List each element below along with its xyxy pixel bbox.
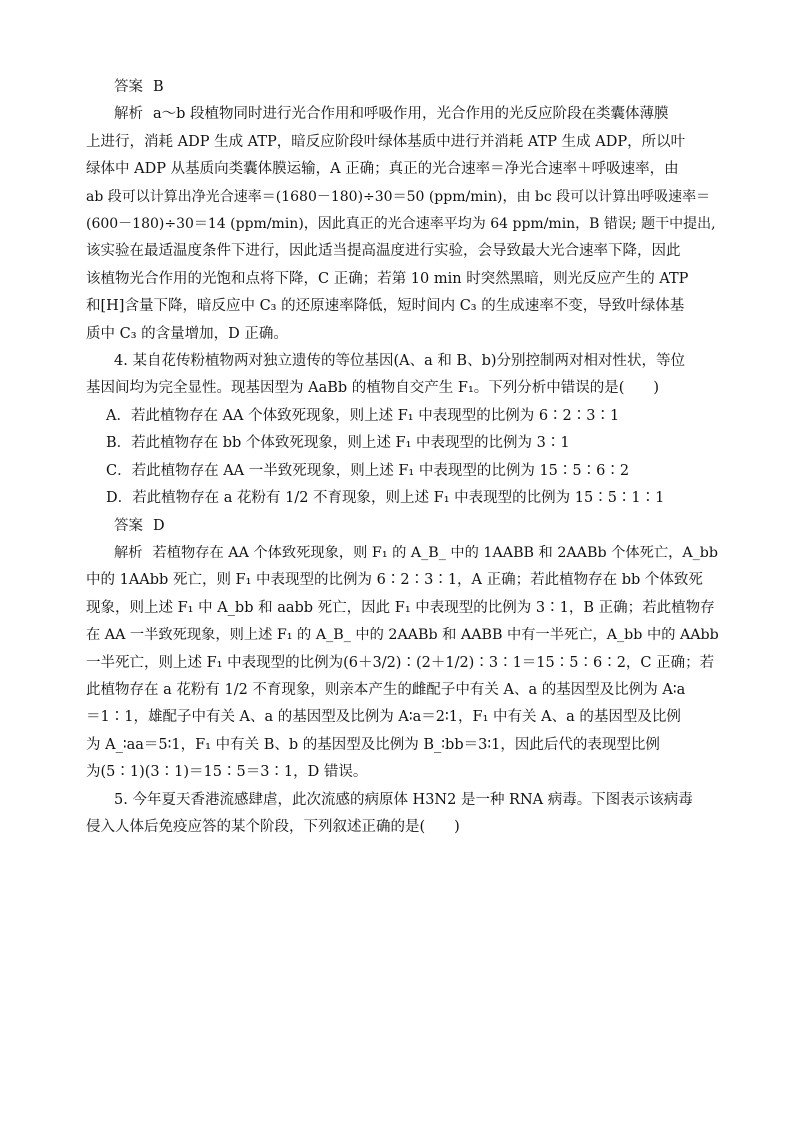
q4-stem-line-1: 基因间均为完全显性。现基因型为 AaBb 的植物自交产生 F₁。下列分析中错误的是( ) xyxy=(86,380,660,397)
answer-label: 答案 xyxy=(114,79,143,95)
q5-stem-line-1: 侵入人体后免疫应答的某个阶段，下列叙述正确的是( ) xyxy=(86,818,460,835)
q4-option-a: A．若此植物存在 AA 个体致死现象，则上述 F₁ 中表现型的比例为 6∶2∶3∶1 xyxy=(106,407,620,424)
q3-analysis-line-4: (600－180)÷30＝14 (ppm/min)，因此真正的光合速率平均为 64 ppm/min，B 错误; 题干中提出, xyxy=(86,216,716,233)
q4-analysis-line-7: 为 A_∶aa＝5∶1，F₁ 中有关 B、b 的基因型及比例为 B_∶bb＝3∶1，因此后代的表现型比例 xyxy=(86,736,660,753)
answer-value: D xyxy=(153,517,165,534)
q4-analysis-line-5: 此植物存在 a 花粉有 1/2 不育现象，则亲本产生的雌配子中有关 A、a 的基因型及比例为 A∶a xyxy=(86,681,686,698)
q4-analysis-line-0: 解析 若植物存在 AA 个体致死现象，则 F₁ 的 A_B_ 中的 1AABB 和 2AABb 个体死亡，A_bb xyxy=(114,544,719,561)
q4-analysis-line-2: 现象，则上述 F₁ 中 A_bb 和 aabb 死亡，因此 F₁ 中表现型的比例为 3∶1，B 正确；若此植物存 xyxy=(86,599,715,616)
q4-analysis-line-1: 中的 1AAbb 死亡，则 F₁ 中表现型的比例为 6∶2∶3∶1，A 正确；若此植物存在 bb 个体致死 xyxy=(86,572,703,589)
q4-analysis-line-6: ＝1∶1，雄配子中有关 A、a 的基因型及比例为 A∶a＝2∶1，F₁ 中有关 A、a 的基因型及比例 xyxy=(86,709,681,726)
analysis-label: 解析 xyxy=(114,544,143,561)
q3-analysis-line-2: 绿体中 ADP 从基质向类囊体膜运输，A 正确；真正的光合速率＝净光合速率＋呼吸速率，由 xyxy=(86,161,679,178)
document-body xyxy=(86,74,720,841)
q3-analysis-line-8: 质中 C₃ 的含量增加，D 正确。 xyxy=(86,325,288,342)
q3-analysis-line-6: 该植物光合作用的光饱和点将下降，C 正确；若第 10 min 时突然黑暗，则光反应产生的 ATP xyxy=(86,270,689,287)
analysis-label: 解析 xyxy=(114,106,143,123)
q3-answer-line xyxy=(86,74,720,101)
q4-analysis-line-4: 一半死亡，则上述 F₁ 中表现型的比例为(6＋3/2)∶(2＋1/2)∶3∶1＝15∶5∶6∶2，C 正确；若 xyxy=(86,654,715,671)
q3-analysis-line-0: 解析 a～b 段植物同时进行光合作用和呼吸作用，光合作用的光反应阶段在类囊体薄膜 xyxy=(114,106,669,123)
q4-option-c: C．若此植物存在 AA 一半致死现象，则上述 F₁ 中表现型的比例为 15∶5∶6∶2 xyxy=(106,462,630,479)
answer-label: 答案 xyxy=(114,517,143,534)
q3-analysis-line-7: 和[H]含量下降，暗反应中 C₃ 的还原速率降低，短时间内 C₃ 的生成速率不变，导致叶绿体基 xyxy=(86,298,685,315)
q4-answer-line xyxy=(86,513,720,540)
q4-option-b: B．若此植物存在 bb 个体致死现象，则上述 F₁ 中表现型的比例为 3∶1 xyxy=(106,435,570,452)
q4-stem-line-0: 4. 某自花传粉植物两对独立遗传的等位基因(A、a 和 B、b)分别控制两对相对性状，等位 xyxy=(114,353,686,370)
q3-analysis-line-3: ab 段可以计算出净光合速率＝(1680－180)÷30＝50 (ppm/min)，由 bc 段可以计算出呼吸速率＝ xyxy=(86,188,711,205)
q4-analysis-line-8: 为(5∶1)(3∶1)＝15∶5＝3∶1，D 错误。 xyxy=(86,764,368,781)
q3-analysis-line-1: 上进行，消耗 ADP 生成 ATP，暗反应阶段叶绿体基质中进行并消耗 ATP 生成 ADP，所以叶 xyxy=(86,133,686,150)
q3-analysis-line-5: 该实验在最适温度条件下进行，因此适当提高温度进行实验，会导致最大光合速率下降，因此 xyxy=(86,243,681,260)
answer-value: B xyxy=(153,79,164,95)
q4-analysis-line-3: 在 AA 一半致死现象，则上述 F₁ 的 A_B_ 中的 2AABb 和 AABB 中有一半死亡，A_bb 中的 AAbb xyxy=(86,627,719,644)
q5-stem-line-0: 5. 今年夏天香港流感肆虐，此次流感的病原体 H3N2 是一种 RNA 病毒。下图表示该病毒 xyxy=(114,791,693,808)
q4-option-d: D．若此植物存在 a 花粉有 1/2 不育现象，则上述 F₁ 中表现型的比例为 15∶5∶1∶1 xyxy=(106,490,665,507)
